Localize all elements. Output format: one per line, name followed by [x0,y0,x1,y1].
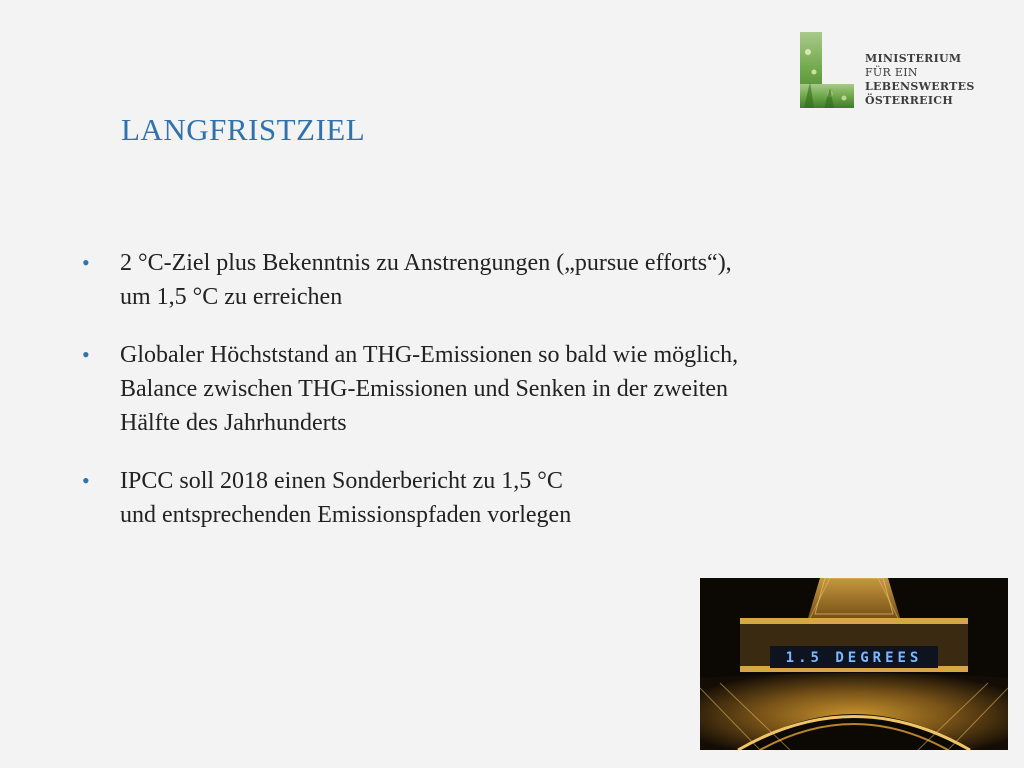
logo-line: FÜR EIN [865,66,918,79]
bullet-line: um 1,5 °C zu erreichen [120,284,343,310]
bullet-line: Balance zwischen THG-Emissionen und Senken in der zweiten [120,376,729,402]
bullet-line: Globaler Höchststand an THG-Emissionen so bald wie möglich, [120,342,739,368]
degrees-sign-text: 1.5 DEGREES [785,650,923,666]
slide-title: LANGFRISTZIEL [121,112,366,147]
bullet-item [82,246,882,314]
bullet-item [82,338,882,440]
logo-l-mark-icon [800,32,854,108]
bullet-item [82,464,882,532]
bullet-line: Hälfte des Jahrhunderts [120,410,347,436]
bullet-line: und entsprechenden Emissionspfaden vorlegen [120,502,572,528]
eiffel-tower-image [700,578,1008,750]
bullet-icon: • [82,342,90,367]
bullet-list [82,246,882,556]
bullet-icon: • [82,250,90,275]
ministry-logo [800,32,980,108]
bullet-icon: • [82,468,90,493]
bullet-line: IPCC soll 2018 einen Sonderbericht zu 1,5 °C [120,468,563,494]
logo-text [865,52,975,108]
logo-line: MINISTERIUM [865,52,962,65]
eiffel-tower-photo [700,578,1008,750]
logo-line: LEBENSWERTES [865,80,975,93]
bullet-line: 2 °C-Ziel plus Bekenntnis zu Anstrengungen („pursue efforts“), [120,250,732,276]
logo-line: ÖSTERREICH [865,94,954,107]
